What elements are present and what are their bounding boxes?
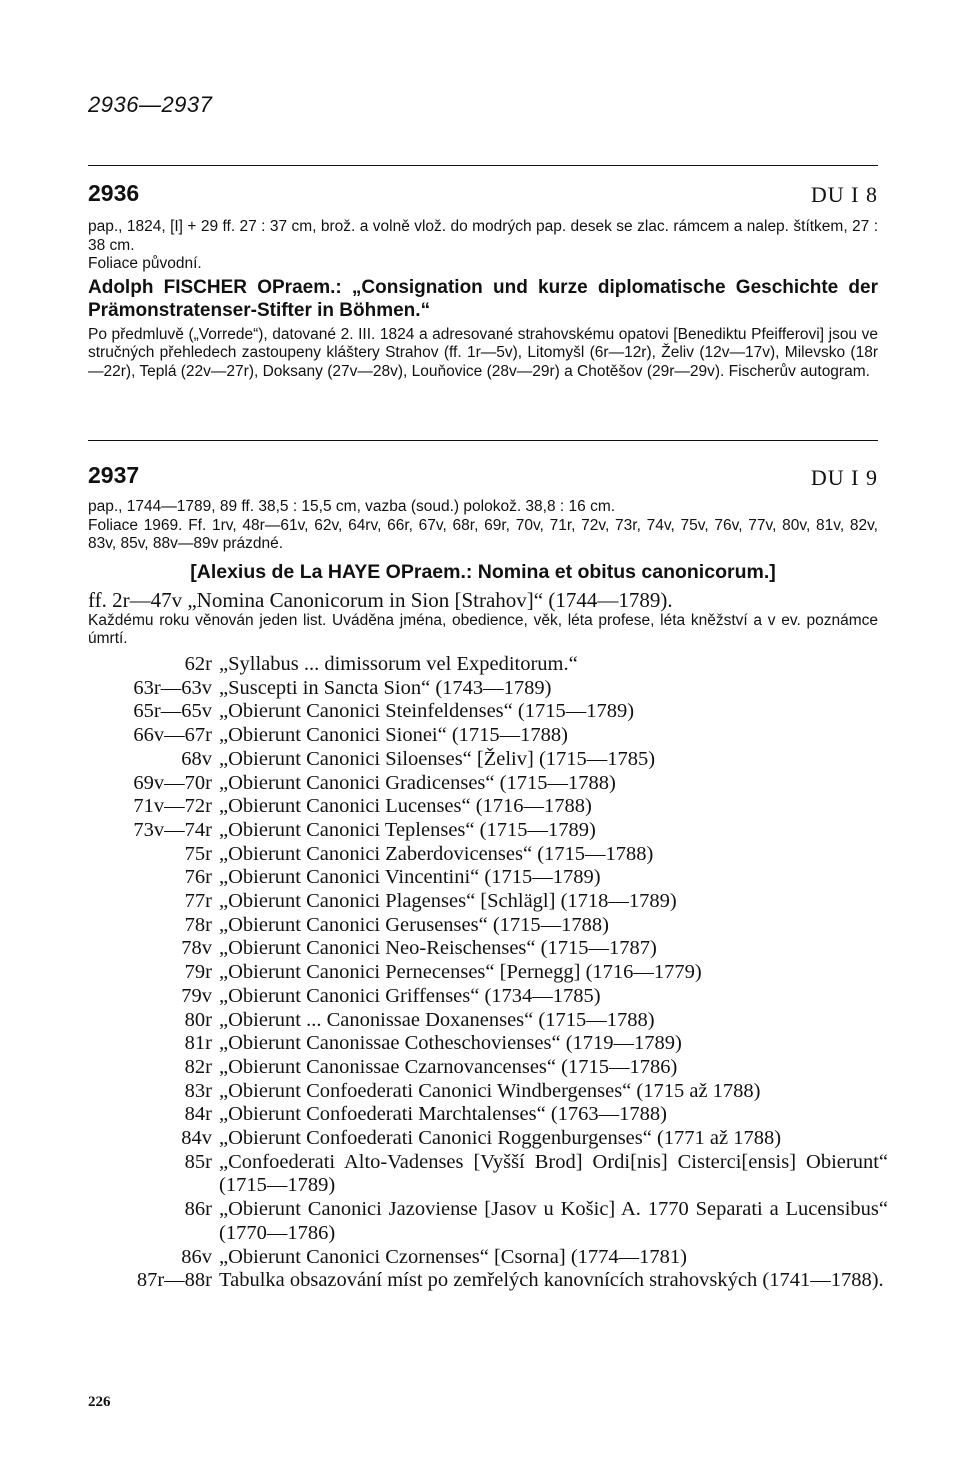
list-item (88, 748, 888, 772)
item-text: „Obierunt Canonici Jazoviense [Jasov u Košic] A. 1770 Separati a Lucensibus“ (1770—1786) (219, 1198, 888, 1244)
folio-ref: 84r (184, 1103, 212, 1126)
folio-ref: 63r—63v (133, 676, 212, 699)
item-text: „Obierunt Canonici Teplenses“ (1715—1789) (219, 818, 596, 841)
contents-list (88, 653, 888, 1293)
item-text: „Obierunt Canonici Gerusenses“ (1715—1788) (219, 913, 609, 936)
list-item (88, 1032, 888, 1056)
list-item (88, 1009, 888, 1033)
item-text: „Syllabus ... dimissorum vel Expeditorum.“ (219, 653, 578, 675)
list-item (88, 1151, 888, 1198)
list-item (88, 1269, 888, 1293)
top-rule (88, 165, 878, 166)
shelfmark-2936: DU I 8 (810, 182, 878, 207)
item-text: „Obierunt Canonici Pernecenses“ [Pernegg] (1716—1779) (219, 961, 702, 984)
entry-title: Adolph FISCHER OPraem.: „Consignation und kurze diplomatische Geschichte der Prämonstratenser-Stifter in Böhmen.“ (88, 276, 878, 321)
folio-ref: 84v (181, 1127, 212, 1150)
shelfmark-2937: DU I 9 (810, 465, 878, 490)
folio-ref: 62r (184, 653, 212, 675)
folio-ref: 71v—72r (133, 795, 212, 818)
folio-ref: 87r—88r (136, 1269, 212, 1292)
item-text: „Obierunt Canonici Vincentini“ (1715—1789) (219, 866, 601, 889)
first-content-line: ff. 2r—47v „Nomina Canonicorum in Sion [Strahov]“ (1744—1789). (88, 587, 673, 612)
folio-ref: 78r (184, 913, 212, 936)
list-item (88, 795, 888, 819)
folio-ref: 65r—65v (133, 700, 212, 723)
list-item (88, 819, 888, 843)
item-text: „Obierunt Confoederati Canonici Windbergenses“ (1715 až 1788) (219, 1079, 761, 1102)
item-text: „Obierunt Canonici Griffenses“ (1734—1785) (219, 984, 601, 1007)
list-item (88, 843, 888, 867)
folio-ref: 79v (181, 984, 212, 1007)
folio-ref: 69v—70r (133, 771, 212, 794)
folio-ref: 79r (184, 961, 212, 984)
entry-number-2936: 2936 (88, 180, 140, 206)
entry-2937-body (88, 498, 878, 649)
folio-ref: 73v—74r (133, 818, 212, 841)
list-item (88, 700, 888, 724)
list-item (88, 866, 888, 890)
list-item (88, 1127, 888, 1151)
list-item (88, 937, 888, 961)
foliation-note: Foliace původní. (88, 255, 202, 272)
item-text: „Obierunt Canonici Lucenses“ (1716—1788) (219, 795, 592, 818)
folio-ref: 82r (184, 1055, 212, 1078)
entry-2936-body (88, 218, 878, 381)
folio-ref: 86r (184, 1198, 212, 1221)
folio-ref: 66v—67r (133, 724, 212, 747)
item-text: „Obierunt Canonici Steinfeldenses“ (1715—1789) (219, 700, 635, 723)
list-item (88, 677, 888, 701)
item-text: „Obierunt Canonici Czornenses“ [Csorna] (1774—1781) (219, 1245, 687, 1268)
list-item (88, 1103, 888, 1127)
list-item (88, 961, 888, 985)
item-text: „Obierunt Confoederati Canonici Roggenburgenses“ (1771 až 1788) (219, 1127, 782, 1150)
content-note: Každému roku věnován jeden list. Uváděna jména, obedience, věk, léta profese, léta kněžství a v ev. poznámce úmrtí. (88, 611, 878, 647)
folio-ref: 75r (184, 842, 212, 865)
folio-ref: 83r (184, 1079, 212, 1102)
content-description: Po předmluvě („Vorrede“), datované 2. III. 1824 a adresované strahovskému opatovi [Benediktu Pfeifferovi] jsou ve stručných přehledech zastoupeny kláštery Strahov (ff. 1r—5v), Litomyšl (6r—12r), Želiv (12v—17v), Milevsko (18r—22r), Teplá (22v—27r), Doksany (27v—28v), Louňovice (28v—29r) a Chotěšov (29r—29v). Fischerův autogram. (88, 325, 878, 380)
list-item (88, 890, 888, 914)
folio-ref: 81r (184, 1032, 212, 1055)
list-item (88, 914, 888, 938)
section-rule (88, 440, 878, 441)
list-item (88, 772, 888, 796)
folio-ref: 80r (184, 1008, 212, 1031)
item-text: Tabulka obsazování míst po zemřelých kanovnících strahovských (1741—1788). (219, 1269, 884, 1292)
item-text: „Obierunt Canonici Plagenses“ [Schlägl] (1718—1789) (219, 890, 677, 913)
item-text: „Obierunt Canonissae Cotheschovienses“ (1719—1789) (219, 1032, 682, 1055)
list-item (88, 724, 888, 748)
item-text: „Obierunt Canonici Siloenses“ [Želiv] (1715—1785) (219, 747, 656, 770)
folio-ref: 86v (181, 1245, 212, 1268)
item-text: „Obierunt ... Canonissae Doxanenses“ (1715—1788) (219, 1008, 655, 1031)
list-item (88, 653, 888, 677)
folio-ref: 78v (181, 937, 212, 960)
item-text: „Obierunt Canonici Zaberdovicenses“ (1715—1788) (219, 842, 654, 865)
running-head: 2936—2937 (88, 92, 213, 117)
list-item (88, 1080, 888, 1104)
list-item (88, 1056, 888, 1080)
entry-title: [Alexius de La HAYE OPraem.: Nomina et obitus canonicorum.] (190, 560, 776, 583)
item-text: „Suscepti in Sancta Sion“ (1743—1789) (219, 676, 552, 699)
item-text: „Obierunt Confoederati Marchtalenses“ (1763—1788) (219, 1103, 668, 1126)
physical-description: pap., 1744—1789, 89 ff. 38,5 : 15,5 cm, vazba (soud.) polokož. 38,8 : 16 cm. (88, 498, 616, 515)
page-number: 226 (88, 1394, 111, 1410)
list-item (88, 1198, 888, 1245)
entry-number-2937: 2937 (88, 462, 140, 488)
item-text: „Obierunt Canonici Neo-Reischenses“ (1715—1787) (219, 937, 657, 960)
item-text: „Obierunt Canonici Gradicenses“ (1715—1788) (219, 771, 616, 794)
folio-ref: 77r (184, 890, 212, 913)
list-item (88, 985, 888, 1009)
list-item (88, 1246, 888, 1270)
folio-ref: 76r (184, 866, 212, 889)
item-text: „Obierunt Canonici Sionei“ (1715—1788) (219, 724, 569, 747)
folio-ref: 68v (181, 747, 212, 770)
item-text: „Confoederati Alto-Vadenses [Vyšší Brod] Ordi[nis] Cisterci[ensis] Obierunt“ (1715—1789) (219, 1150, 888, 1197)
item-text: „Obierunt Canonissae Czarnovancenses“ (1715—1786) (219, 1055, 678, 1078)
physical-description: pap., 1824, [I] + 29 ff. 27 : 37 cm, brož. a volně vlož. do modrých pap. desek se zlac. rámcem a nalep. štítkem, 27 : 38 cm. (88, 218, 878, 254)
foliation-note: Foliace 1969. Ff. 1rv, 48r—61v, 62v, 64rv, 66r, 67v, 68r, 69r, 70v, 71r, 72v, 73r, 74v, 75v, 76v, 77v, 80v, 81v, 82v, 83v, 85v, 88v—89v prázdné. (88, 516, 878, 552)
folio-ref: 85r (184, 1150, 212, 1173)
